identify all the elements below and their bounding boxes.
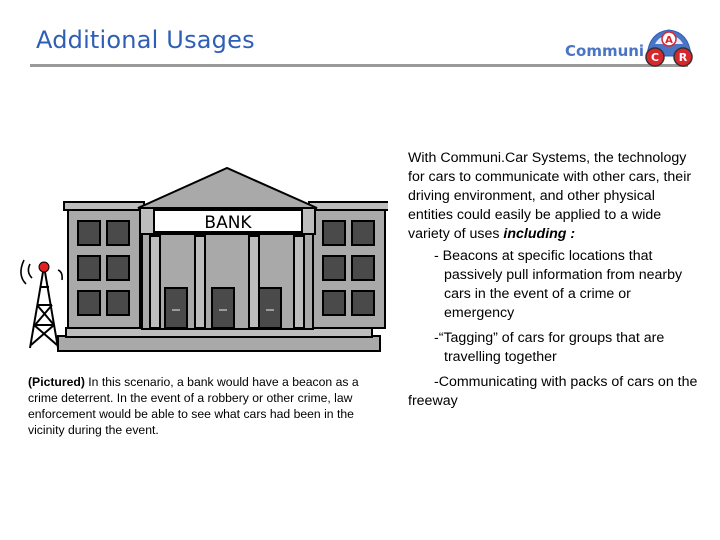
antenna-light-icon — [39, 262, 49, 272]
radio-tower-icon — [21, 260, 62, 348]
communicar-logo — [565, 22, 695, 68]
bank-sign: BANK — [204, 213, 252, 233]
intro-text: With Communi.Car Systems, the technology for cars to communicate with other cars, their driving environment, and other physical entities could easily be applied to a wide variety of uses — [408, 150, 692, 242]
caption-text: In this scenario, a bank would have a beacon as a crime deterrent. In the event of a robbery or other crime, law enforcement would be able to see what cars had been in the vicinity during the event. — [28, 375, 359, 437]
intro-emphasis: including : — [503, 226, 576, 242]
list-item-packs: -Communicating with packs of cars on the freeway — [408, 374, 698, 409]
body-text — [408, 149, 698, 411]
logo-car-icon — [643, 26, 695, 68]
bank-illustration — [8, 160, 388, 360]
slide-title: Additional Usages — [36, 26, 255, 54]
logo-text: Communi — [565, 42, 645, 60]
logo-letter-c: C — [650, 51, 660, 64]
intro-paragraph — [408, 149, 698, 244]
illustration-caption — [28, 374, 373, 438]
list-item-beacons: - Beacons at specific locations that passively pull information from nearby cars in the event of a crime or emergency — [434, 248, 683, 321]
logo-letter-a: A — [665, 35, 673, 46]
list-item-tagging: -“Tagging” of cars for groups that are travelling together — [434, 330, 665, 365]
bank-building-icon — [58, 168, 388, 351]
caption-lead: (Pictured) — [28, 375, 85, 389]
logo-letter-r: R — [678, 51, 688, 64]
